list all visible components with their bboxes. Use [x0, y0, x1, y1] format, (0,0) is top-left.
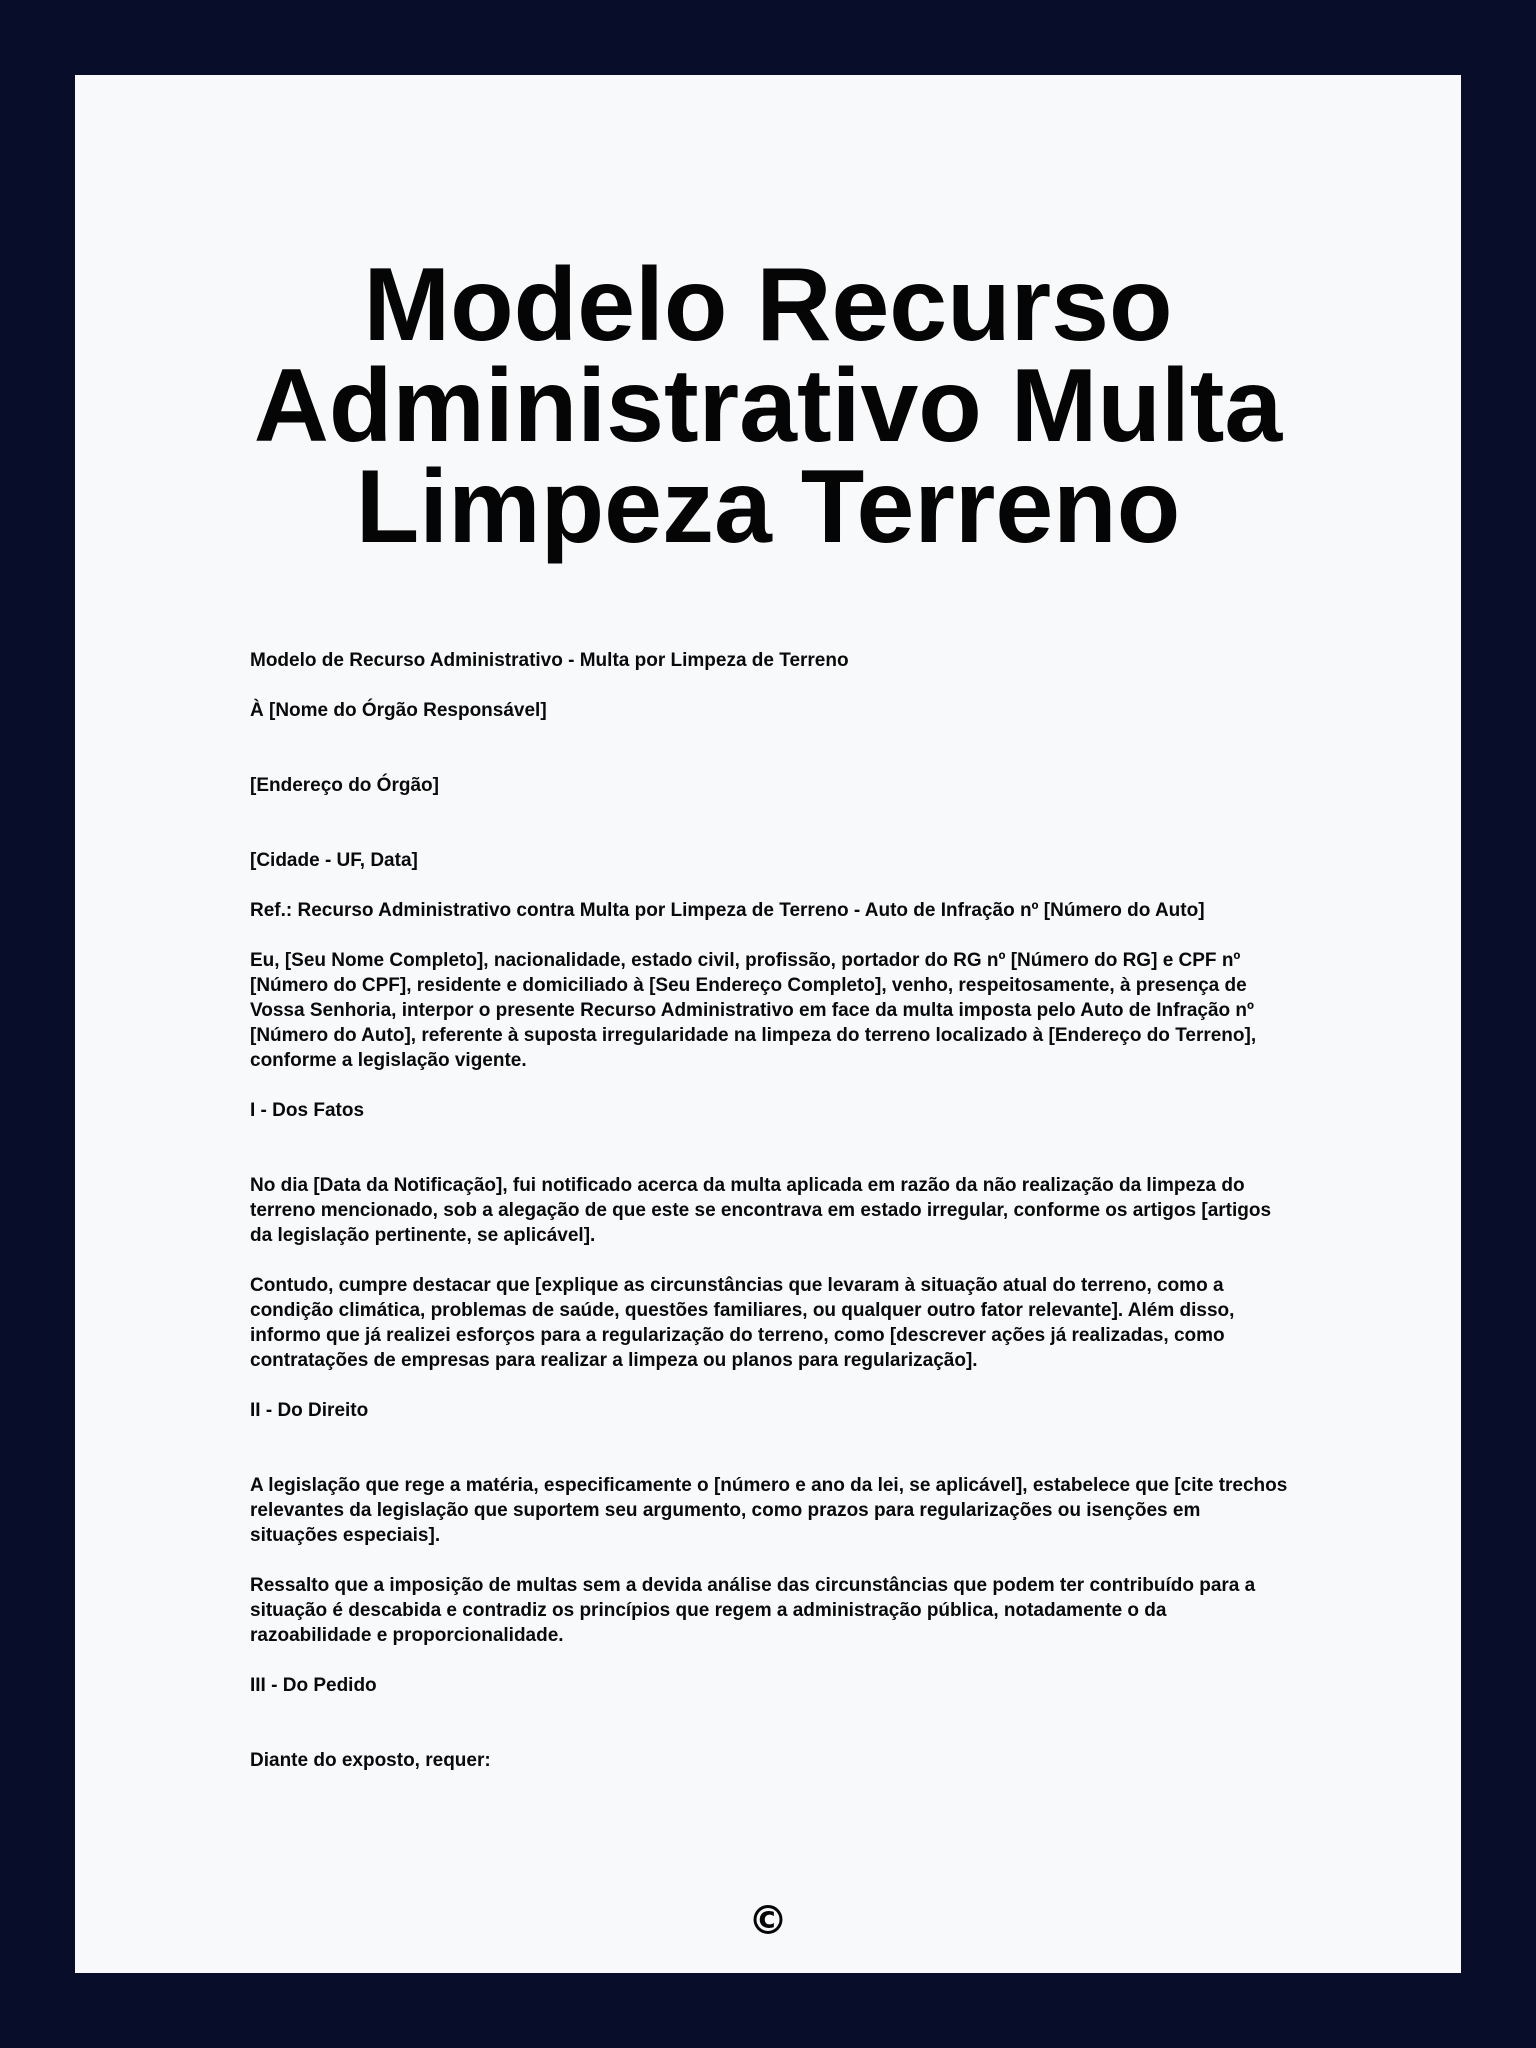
request-paragraph-1: Diante do exposto, requer:: [250, 1750, 491, 1771]
section-title-request: III - Do Pedido: [250, 1675, 377, 1696]
facts-paragraph-2: Contudo, cumpre destacar que [explique as circunstâncias que levaram à situação atual do terreno, como a condição climática, problemas de saúde, questões familiares, ou qualquer outro fator relevante]. Além disso, informo que já realizei esforços para a regularização do terreno, como [descrever ações já realizadas, como contratações de empresas para realizar a limpeza ou planos para regularização].: [250, 1275, 1235, 1371]
reference-line: Ref.: Recurso Administrativo contra Multa por Limpeza de Terreno - Auto de Infração nº [Número do Auto]: [250, 900, 1205, 921]
law-paragraph-2: Ressalto que a imposição de multas sem a devida análise das circunstâncias que podem ter contribuído para a situação é descabida e contradiz os princípios que regem a administração pública, notadamente o da razoabilidade e proporcionalidade.: [250, 1575, 1256, 1646]
document-page: [75, 75, 1461, 1973]
document-title: Modelo Recurso Administrativo Multa Limpeza Terreno: [253, 247, 1283, 565]
city-date-line: [Cidade - UF, Data]: [250, 850, 418, 871]
section-title-facts: I - Dos Fatos: [250, 1100, 365, 1121]
address-line: [Endereço do Órgão]: [250, 775, 439, 796]
law-paragraph-1: A legislação que rege a matéria, especificamente o [número e ano da lei, se aplicável], estabelece que [cite trechos relevantes da legislação que suportem seu argumento, como prazos para regularizações ou isenções em situações especiais].: [250, 1475, 1288, 1546]
section-title-law: II - Do Direito: [250, 1400, 369, 1421]
copyright-icon: ©: [748, 1898, 788, 1944]
recipient-line: À [Nome do Órgão Responsável]: [250, 700, 547, 721]
document-heading: Modelo de Recurso Administrativo - Multa por Limpeza de Terreno: [250, 650, 849, 671]
intro-paragraph: Eu, [Seu Nome Completo], nacionalidade, estado civil, profissão, portador do RG nº [Número do RG] e CPF nº [Número do CPF], residente e domiciliado à [Seu Endereço Completo], venho, respeitosamente, à presença de Vossa Senhoria, interpor o presente Recurso Administrativo em face da multa imposta pelo Auto de Infração nº [Número do Auto], referente à suposta irregularidade na limpeza do terreno localizado à [Endereço do Terreno], conforme a legislação vigente.: [250, 950, 1257, 1071]
facts-paragraph-1: No dia [Data da Notificação], fui notificado acerca da multa aplicada em razão da não realização da limpeza do terreno mencionado, sob a alegação de que este se encontrava em estado irregular, conforme os artigos [artigos da legislação pertinente, se aplicável].: [250, 1175, 1272, 1246]
document-body: [250, 648, 1290, 1773]
